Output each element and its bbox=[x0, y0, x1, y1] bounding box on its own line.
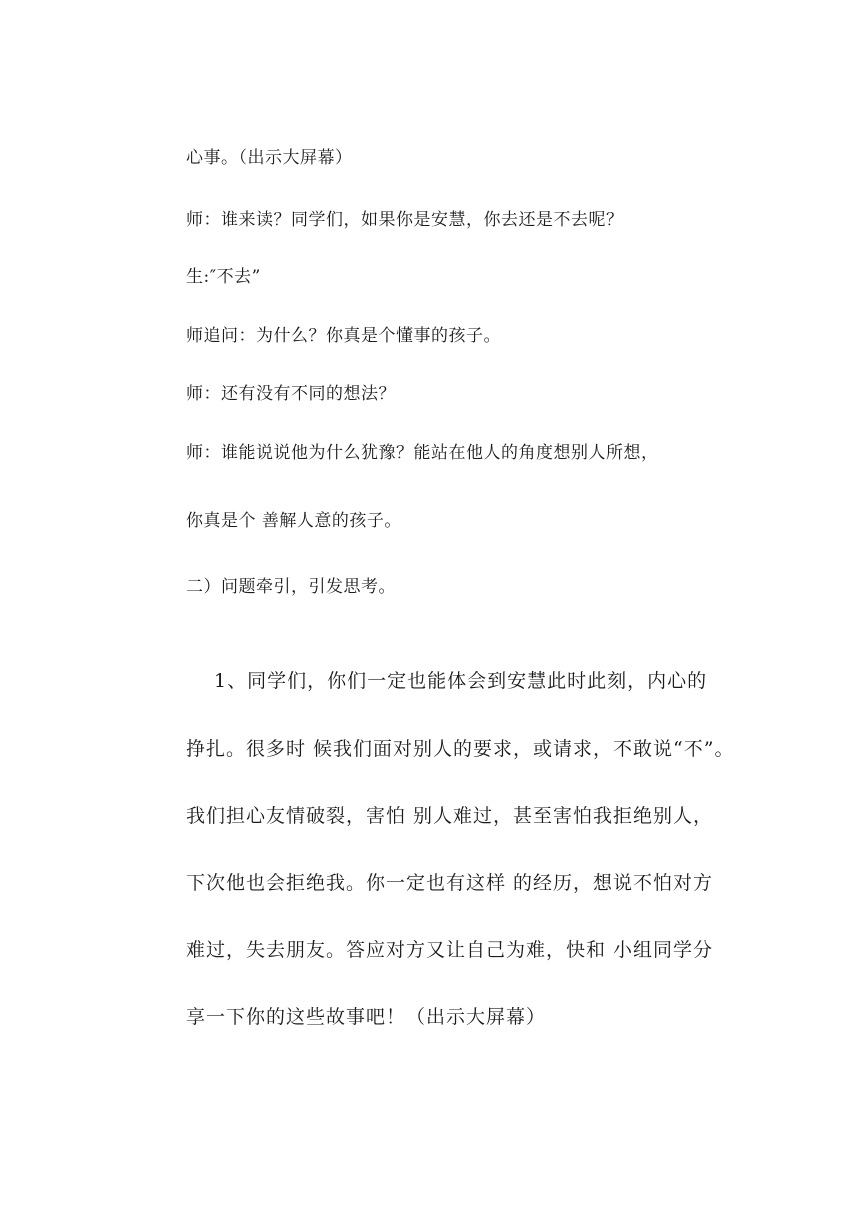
text-line-4: 师追问：为什么？你真是个懂事的孩子。 bbox=[186, 326, 501, 346]
paragraph-line-3: 我们担心友情破裂，害怕 别人难过，甚至害怕我拒绝别人， bbox=[186, 805, 714, 827]
paragraph-line-2: 挣扎。很多时 候我们面对别人的要求，或请求，不敢说“不”。 bbox=[186, 738, 735, 760]
text-line-7: 你真是个 善解人意的孩子。 bbox=[186, 511, 402, 531]
paragraph-line-5: 难过，失去朋友。答应对方又让自己为难，快和 小组同学分 bbox=[186, 939, 714, 961]
text-line-5: 师：还有没有不同的想法？ bbox=[186, 384, 396, 404]
paragraph-line-6: 享一下你的这些故事吧！（出示大屏幕） bbox=[186, 1006, 547, 1028]
text-line-1: 心事。（出示大屏幕） bbox=[186, 148, 353, 168]
text-line-3: 生:″不去” bbox=[186, 267, 261, 287]
text-line-6: 师：谁能说说他为什么犹豫？能站在他人的角度想别人所想， bbox=[186, 443, 659, 463]
paragraph-line-1: 1、同学们，你们一定也能体会到安慧此时此刻，内心的 bbox=[214, 670, 708, 692]
section-heading: 二）问题牵引，引发思考。 bbox=[186, 577, 396, 597]
text-line-2: 师：谁来读？同学们，如果你是安慧，你去还是不去呢？ bbox=[186, 210, 624, 230]
paragraph-line-4: 下次他也会拒绝我。你一定也有这样 的经历，想说不怕对方 bbox=[186, 872, 714, 894]
